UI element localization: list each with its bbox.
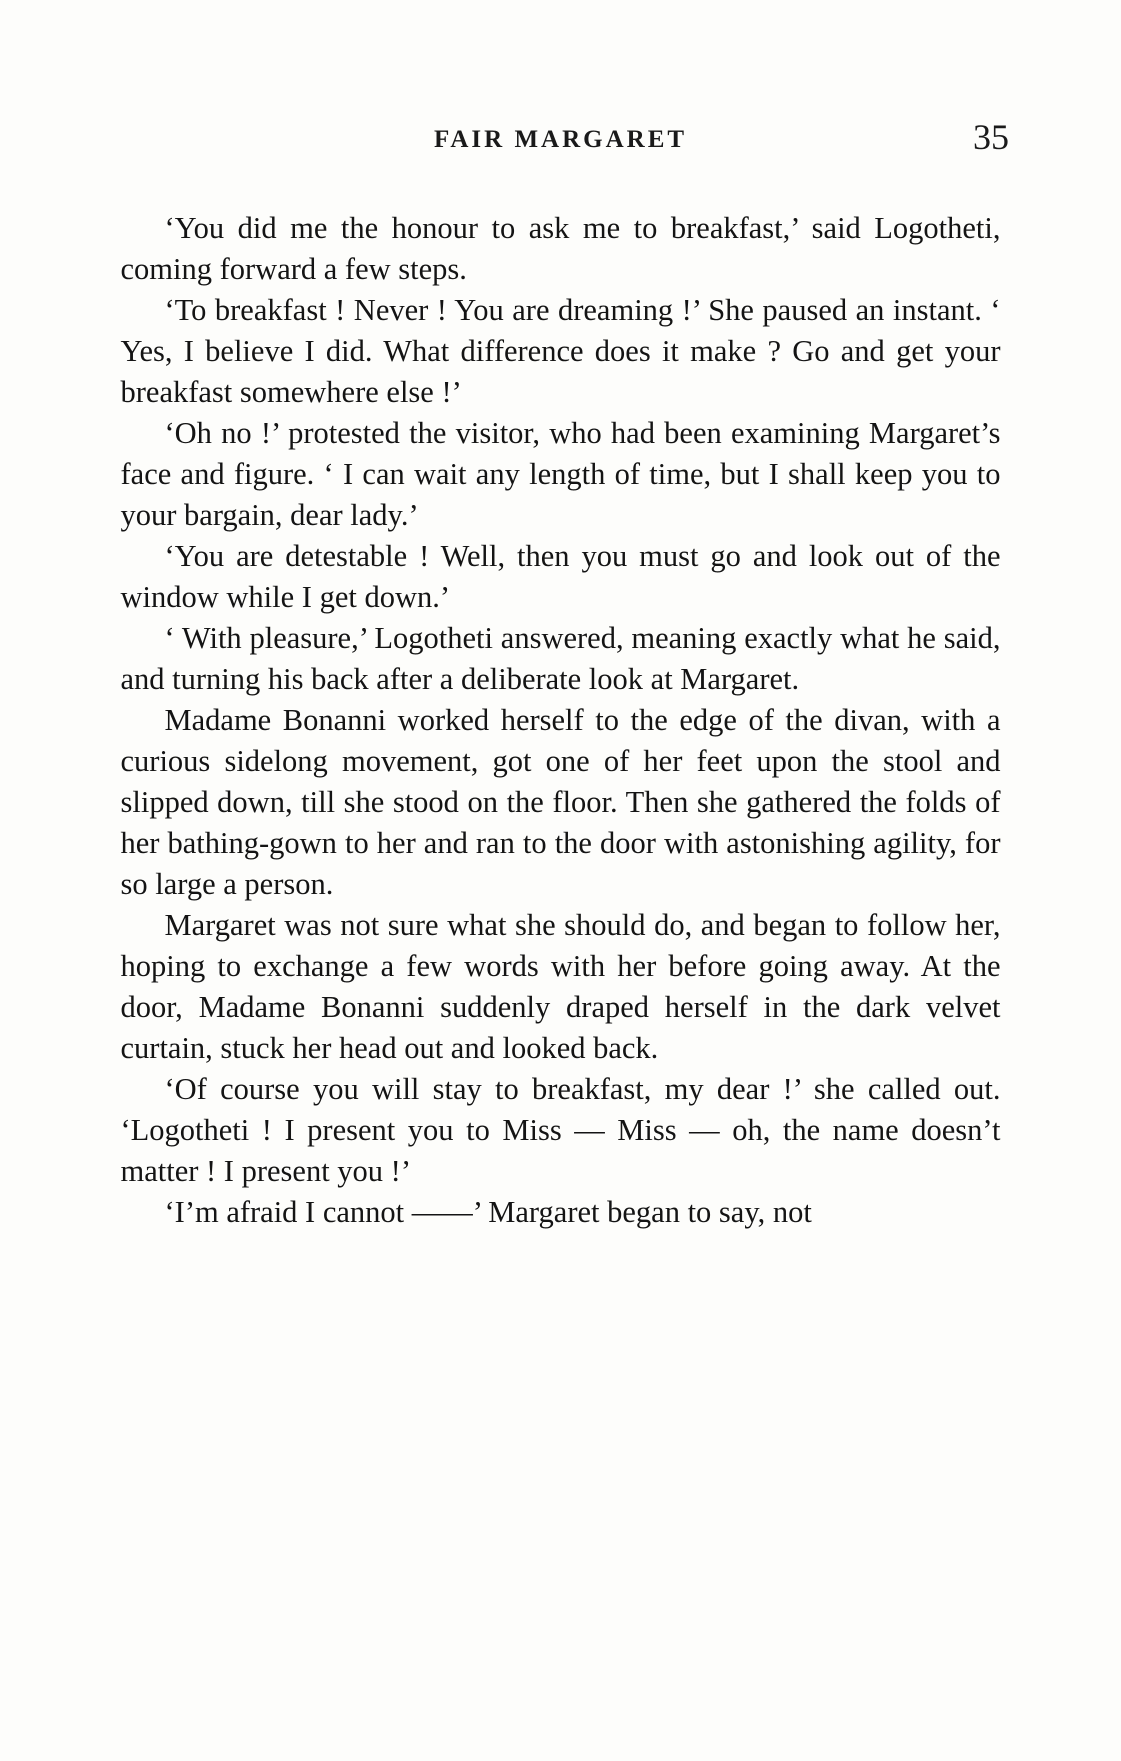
paragraph: ‘You are detestable ! Well, then you must go and look out of the window while I get down.’ (120, 539, 1001, 615)
paragraph: ‘Oh no !’ protested the visitor, who had been examining Margaret’s face and figure. ‘ I can wait any length of time, but I shall keep you to your bargain, dear lady.’ (120, 416, 1001, 533)
running-head: FAIR MARGARET (433, 126, 688, 153)
paragraph: ‘Of course you will stay to breakfast, my dear !’ she called out. ‘Logotheti ! I present you to Miss — Miss — oh, the name doesn’t matter ! I present you !’ (120, 1072, 1001, 1189)
page-header (80, 117, 1041, 180)
paragraph: Margaret was not sure what she should do, and began to follow her, hoping to exchange a few words with her before going away. At the door, Madame Bonanni suddenly draped herself in the dark velvet curtain, stuck her head out and looked back. (120, 908, 1001, 1066)
paragraph: Madame Bonanni worked herself to the edge of the divan, with a curious sidelong movement, got one of her feet upon the stool and slipped down, till she stood on the floor. Then she gathered the folds of her bathing-gown to her and ran to the door with astonishing agility, for so large a person. (120, 703, 1001, 902)
page-number: 35 (973, 117, 1009, 157)
page-body (121, 208, 1001, 1233)
paragraph: ‘You did me the honour to ask me to breakfast,’ said Logotheti, coming forward a few steps. (120, 211, 1001, 287)
paragraph: ‘I’m afraid I cannot ——’ Margaret began to say, not (164, 1195, 812, 1230)
paragraph: ‘ With pleasure,’ Logotheti answered, meaning exactly what he said, and turning his back after a deliberate look at Margaret. (120, 621, 1001, 697)
paragraph: ‘To breakfast ! Never ! You are dreaming !’ She paused an instant. ‘ Yes, I believe I did. What difference does it make ? Go and get your breakfast somewhere else !’ (120, 293, 1001, 410)
